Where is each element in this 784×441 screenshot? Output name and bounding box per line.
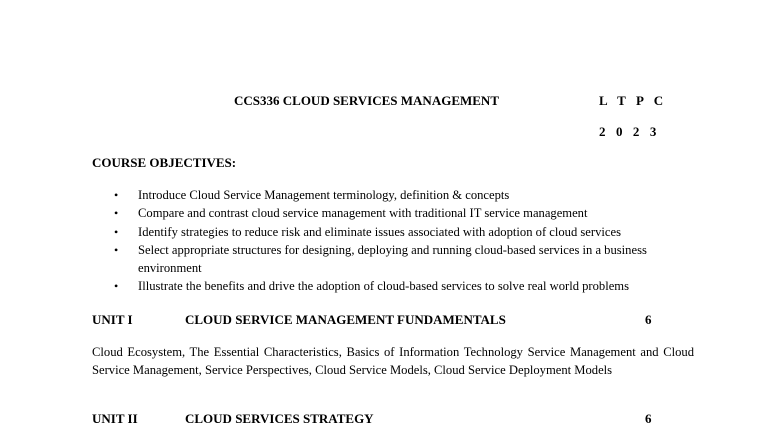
unit-hours: 6 xyxy=(645,312,652,327)
unit-heading xyxy=(92,411,692,429)
objective-item xyxy=(92,277,712,295)
unit-number: UNIT I xyxy=(92,312,133,327)
ltpc-values: 2 0 2 3 xyxy=(599,124,660,139)
objective-text: Select appropriate structures for designing, deploying and running cloud-based services in a business environment xyxy=(138,242,647,276)
unit-title: CLOUD SERVICE MANAGEMENT FUNDAMENTALS xyxy=(185,312,506,327)
ltpc-label: L T P C xyxy=(599,93,667,108)
bullet-icon: • xyxy=(114,188,119,202)
objective-text: Compare and contrast cloud service management with traditional IT service management xyxy=(138,206,588,221)
objective-text: Introduce Cloud Service Management terminology, definition & concepts xyxy=(138,188,510,202)
objectives-heading: COURSE OBJECTIVES: xyxy=(92,155,237,170)
objective-item xyxy=(92,223,712,241)
bullet-icon: • xyxy=(114,206,119,221)
bullet-icon: • xyxy=(114,279,119,294)
objective-text: Illustrate the benefits and drive the adoption of cloud-based services to solve real world problems xyxy=(138,279,630,294)
unit-heading xyxy=(92,312,692,330)
objectives-list xyxy=(92,186,712,296)
course-title: CCS336 CLOUD SERVICES MANAGEMENT xyxy=(234,93,499,108)
unit-description: Cloud Ecosystem, The Essential Characteristics, Basics of Information Technology Service Management and Cloud Service Management, Service Perspectives, Cloud Service Models, Cloud Service Deployment Models xyxy=(92,345,694,378)
bullet-icon: • xyxy=(114,242,119,257)
unit-hours: 6 xyxy=(645,411,652,426)
objective-text: Identify strategies to reduce risk and eliminate issues associated with adoption of cloud services xyxy=(138,224,621,239)
objective-item xyxy=(92,204,712,222)
unit-number: UNIT II xyxy=(92,411,138,426)
unit-title: CLOUD SERVICES STRATEGY xyxy=(185,411,374,426)
objective-item xyxy=(92,186,712,204)
bullet-icon: • xyxy=(114,224,119,239)
objective-item xyxy=(92,241,712,278)
